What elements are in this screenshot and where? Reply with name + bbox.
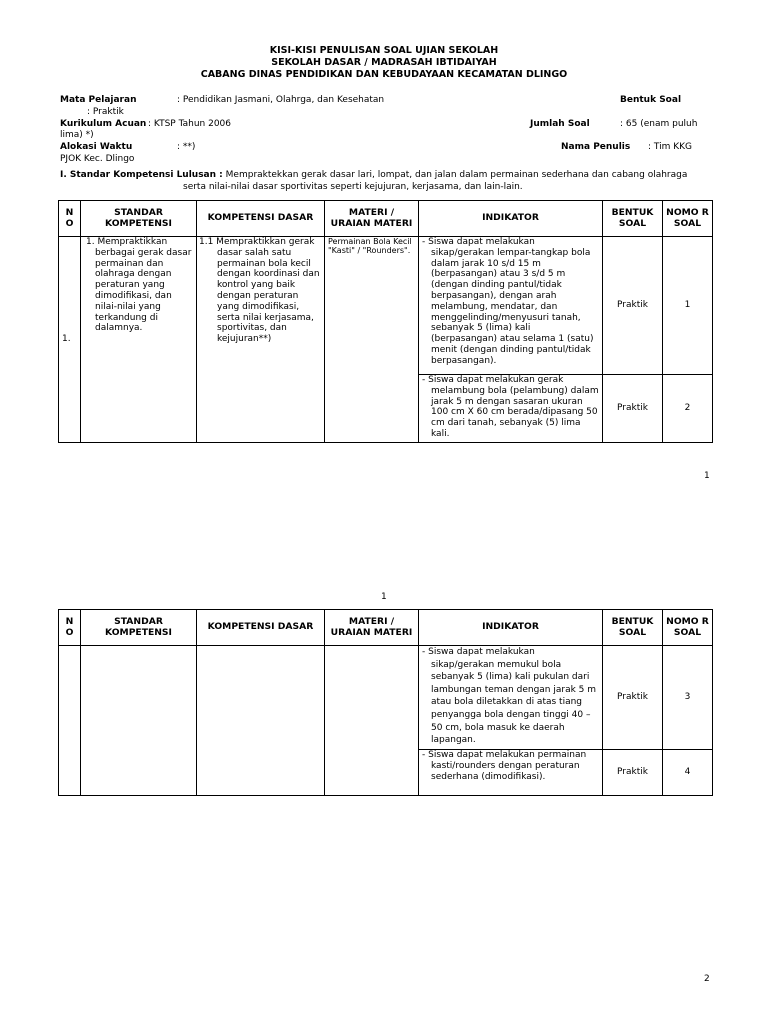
bentuk-soal-cell: Praktik (603, 646, 663, 750)
jumlah-cont: lima) *) (60, 130, 94, 140)
nomor-soal-cell: 1 (663, 237, 713, 375)
kurikulum-value: : KTSP Tahun 2006 (148, 119, 231, 129)
doc-title-line3: CABANG DINAS PENDIDIKAN DAN KEBUDAYAAN KECAMATAN DLINGO (200, 69, 568, 80)
table-row (59, 646, 713, 750)
col-header-kd: KOMPETENSI DASAR (197, 201, 325, 237)
doc-title-line1: KISI-KISI PENULISAN SOAL UJIAN SEKOLAH (269, 45, 499, 56)
jumlah-label: Jumlah Soal (530, 119, 590, 129)
col-header-sk: STANDAR KOMPETENSI (81, 610, 197, 646)
row-number: 1. (59, 237, 81, 443)
alokasi-label: Alokasi Waktu (60, 142, 133, 152)
row-number (59, 646, 81, 796)
standar-kompetensi-cell: 1. Mempraktikkan berbagai gerak dasar permainan dan olahraga dengan peraturan yang dimodifikasi, dan nilai-nilai yang terkandung di dalamnya. (81, 237, 197, 443)
skl-text-cont: serta nilai-nilai dasar sportivitas seperti kejujuran, kerjasama, dan lain-lain. (183, 182, 523, 192)
skl-text: Mempraktekkan gerak dasar lari, lompat, dan jalan dalam permainan sederhana dan cabang olahraga (225, 170, 688, 180)
col-header-bentuk: BENTUK SOAL (603, 610, 663, 646)
table-header-row (59, 201, 713, 237)
indikator-cell: - Siswa dapat melakukan permainan kasti/rounders dengan peraturan sederhana (dimodifikasi). (419, 750, 603, 796)
skl-label: I. Standar Kompetensi Lulusan : (60, 170, 223, 180)
nomor-header-top: NOMO R (666, 615, 709, 627)
mapel-label: Mata Pelajaran (60, 95, 137, 105)
kompetensi-dasar-cell (197, 646, 325, 796)
bentuk-value: : Praktik (87, 107, 124, 117)
standar-kompetensi-cell (81, 646, 197, 796)
col-header-no: N O (59, 610, 81, 646)
mapel-value: : Pendidikan Jasmani, Olahrga, dan Kesehatan (177, 95, 385, 105)
col-header-kd: KOMPETENSI DASAR (197, 610, 325, 646)
kisi-table-page2 (58, 609, 713, 796)
col-header-nomor (663, 610, 713, 646)
bentuk-label: Bentuk Soal (620, 95, 682, 105)
doc-title-line2: SEKOLAH DASAR / MADRASAH IBTIDAIYAH (271, 57, 497, 68)
page-number-footer-1: 1 (704, 471, 710, 481)
indikator-cell: - Siswa dapat melakukan sikap/gerakan memukul bola sebanyak 5 (lima) kali pukulan dari lambungan teman dengan jarak 5 m atau bola diletakkan di atas tiang penyangga bola dengan tinggi 40 – 50 cm, bola masuk ke daerah lapangan. (419, 646, 603, 750)
table-header-row (59, 610, 713, 646)
materi-cell: Permainan Bola Kecil "Kasti" / "Rounders". (325, 237, 419, 443)
col-header-indikator: INDIKATOR (419, 610, 603, 646)
kurikulum-label: Kurikulum Acuan (60, 119, 147, 129)
bentuk-soal-cell: Praktik (603, 375, 663, 443)
page-number-footer-2: 2 (704, 974, 710, 984)
nomor-soal-cell: 3 (663, 646, 713, 750)
table-row (59, 237, 713, 375)
indikator-cell: - Siswa dapat melakukan gerak melambung bola (pelambung) dalam jarak 5 m dengan sasaran ukuran 100 cm X 60 cm berada/dipasang 50 cm dari tanah, sebanyak (5) lima kali. (419, 375, 603, 443)
col-header-materi: MATERI / URAIAN MATERI (325, 610, 419, 646)
alokasi-value: : **) (177, 142, 196, 152)
nomor-soal-cell: 4 (663, 750, 713, 796)
bentuk-soal-cell: Praktik (603, 750, 663, 796)
nomor-header-bottom: SOAL (673, 217, 702, 229)
col-header-no: N O (59, 201, 81, 237)
col-header-indikator: INDIKATOR (419, 201, 603, 237)
nomor-header-top: NOMO R (666, 206, 709, 218)
nomor-soal-cell: 2 (663, 375, 713, 443)
col-header-nomor (663, 201, 713, 237)
skl-line (60, 170, 687, 181)
indikator-cell: - Siswa dapat melakukan sikap/gerakan lempar-tangkap bola dalam jarak 10 s/d 15 m (berpasangan) atau 3 s/d 5 m (dengan dinding pantul/tidak berpasangan), dengan arah melambung, mendatar, dan menggelinding/menyusuri tanah, sebanyak 5 (lima) kali (berpasangan) atau selama 1 (satu) menit (dengan dinding pantul/tidak berpasangan). (419, 237, 603, 375)
col-header-materi: MATERI / URAIAN MATERI (325, 201, 419, 237)
col-header-bentuk: BENTUK SOAL (603, 201, 663, 237)
col-header-sk: STANDAR KOMPETENSI (81, 201, 197, 237)
penulis-value: : Tim KKG (648, 142, 693, 152)
page-number-header-2: 1 (381, 592, 387, 602)
bentuk-soal-cell: Praktik (603, 237, 663, 375)
penulis-cont: PJOK Kec. Dlingo (60, 154, 135, 164)
jumlah-value: : 65 (enam puluh (620, 119, 698, 129)
materi-cell (325, 646, 419, 796)
kisi-table-page1 (58, 200, 713, 443)
penulis-label: Nama Penulis (561, 142, 631, 152)
kompetensi-dasar-cell: 1.1 Mempraktikkan gerak dasar salah satu permainan bola kecil dengan koordinasi dan kontrol yang baik dengan peraturan yang dimodifikasi, serta nilai kerjasama, sportivitas, dan kejujuran**) (197, 237, 325, 443)
nomor-header-bottom: SOAL (673, 626, 702, 638)
